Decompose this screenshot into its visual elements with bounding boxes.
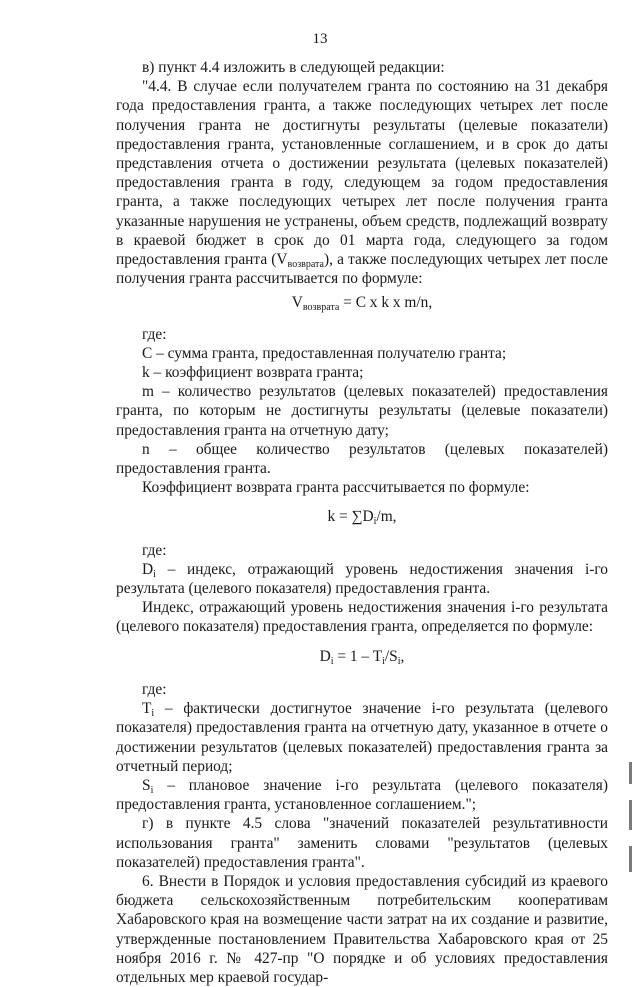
where-label: где: xyxy=(142,541,167,559)
item-6: 6. Внести в Порядок и условия предоставления субсидий из краевого бюджета сельскохозяйственным потребительским кооперативам Хабаровского края на возмещение части затрат на их создание и развитие, утвержденные постановлением Правительства Хабаровского края от 25 ноября 2016 г. № 427-пр "О порядке и об условиях предоставления отдельных мер краевой государ- xyxy=(116,872,608,986)
index-intro: Индекс, отражающий уровень недостижения значения i-го результата (целевого показателя) предоставления гранта, определяется по формуле: xyxy=(116,599,608,636)
paragraph-4-4: "4.4. В случае если получателем гранта по состоянию на 31 декабря года предоставления гранта, а также последующих четырех лет после получения гранта не достигнуты результаты (целевые показатели) предоставления гранта, установленные соглашением, и в срок до даты представления отчета о достижении результата (целевых показателей) предоставления гранта в году, следующем за годом предоставления гранта, а также последующих четырех лет после получения гранта указанные нарушения не устранены, объем средств, подлежащий возврату в краевой бюджет в срок до 01 марта года, следующего за годом предоставления гранта $(V_{возврата})$, а также последующих четырех лет после получения гранта рассчитывается по формуле: xyxy=(116,78,608,288)
where-label: где: xyxy=(142,680,167,698)
coefficient-intro: Коэффициент возврата гранта рассчитывается по формуле: xyxy=(142,479,530,497)
scan-edge-mark xyxy=(629,846,632,872)
definition-c: C – сумма гранта, предоставленная получателю гранта; xyxy=(142,344,507,362)
definition-m: m – количество результатов (целевых показателей) предоставления гранта, по которым не достигнуты результаты (целевые показатели) предоставления гранта на отчетную дату; xyxy=(116,383,608,439)
definition-d: $D_i$ – индекс, отражающий уровень недостижения значения i-го результата (целевого показателя) предоставления гранта. xyxy=(116,560,608,598)
formula-index: $D_i = 1 - T_i/S_i$, xyxy=(319,647,405,667)
formula-coefficient: $k = \sum D_i/m$, xyxy=(327,508,397,528)
formula-return-volume: $V_{возврата} = C$ x k x m/n, xyxy=(291,294,433,314)
scan-edge-mark xyxy=(629,800,632,830)
document-body xyxy=(116,58,608,987)
definition-t: $T_i$ – фактически достигнутое значение i-го результата (целевого показателя) предоставления гранта на отчетную дату, указанное в отчете о достижении результатов (целевых показателей) предоставления гранта за отчетный период; xyxy=(116,700,608,775)
page-number: 13 xyxy=(312,31,328,47)
definition-n: n – общее количество результатов (целевых показателей) предоставления гранта. xyxy=(116,440,608,478)
scan-edge-mark xyxy=(629,762,632,784)
definition-s: $S_i$ – плановое значение i-го результата (целевого показателя) предоставления гранта, установленное соглашением."; xyxy=(116,776,608,814)
paragraph-intro: в) пункт 4.4 изложить в следующей редакции: xyxy=(142,59,445,76)
where-label: где: xyxy=(142,325,167,343)
item-g: г) в пункте 4.5 слова "значений показателей результативности использования гранта" заменить словами "результатов (целевых показателей) предоставления гранта". xyxy=(116,815,608,871)
definition-k: k – коэффициент возврата гранта; xyxy=(142,364,364,382)
